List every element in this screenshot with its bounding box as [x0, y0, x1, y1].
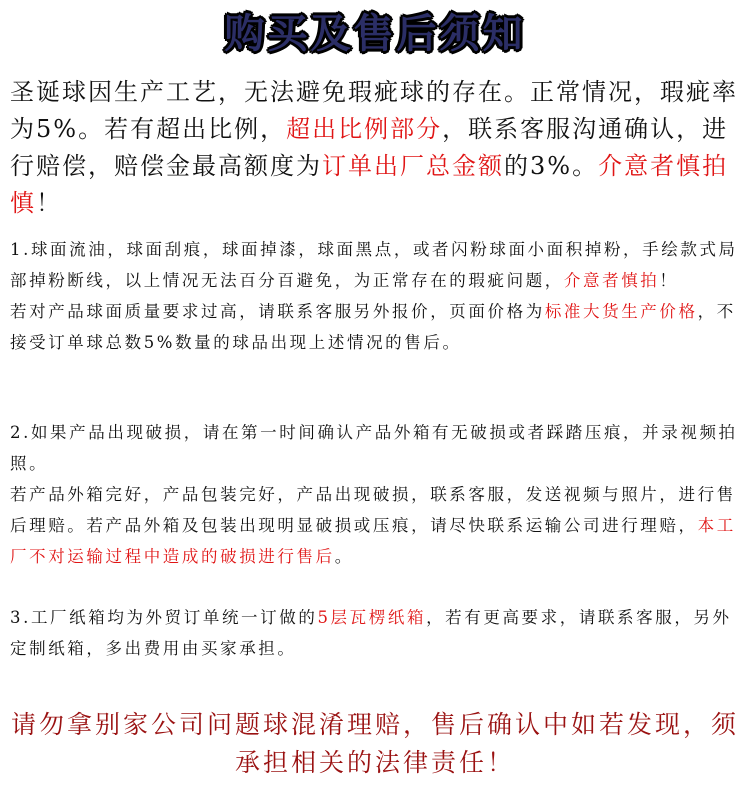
highlight-text: 本工厂不对运输过程中造成的破损进行售后 — [10, 516, 736, 566]
text-run: 若对产品球面质量要求过高，请联系客服另外报价，页面价格为 — [10, 302, 545, 321]
section-1-paragraph-2 — [10, 296, 742, 358]
text-run: ，联系客服沟通确认，进行赔偿，赔偿金最高额度为 — [10, 115, 729, 180]
text-run: ，若有更高要求，请联系客服，另外定制纸箱，多出费用由买家承担。 — [10, 608, 732, 658]
text-run: ！ — [659, 271, 679, 290]
page-title: 购买及售后须知 — [224, 11, 526, 57]
closing-warning: 请勿拿别家公司问题球混淆理赔，售后确认中如若发现，须承担相关的法律责任！ — [10, 710, 739, 777]
section-2-paragraph-2 — [10, 479, 742, 572]
text-run: 若产品外箱完好，产品包装完好，产品出现破损，联系客服，发送视频与照片，进行售后理赔。若产品外箱及包装出现明显破损或压痕，请尽快联系运输公司进行理赔， — [10, 485, 736, 535]
text-run: ，不接受订单球总数5%数量的球品出现上述情况的售后。 — [10, 302, 736, 352]
section-2-damage — [10, 417, 742, 572]
text-run: 。 — [334, 547, 354, 566]
text-run: 圣诞球因生产工艺，无法避免瑕疵球的存在。正常情况，瑕疵率为5%。若有超出比例， — [10, 78, 738, 143]
highlight-text: 5层瓦楞纸箱 — [317, 608, 427, 627]
highlight-text: 介意者慎拍慎 — [10, 152, 729, 217]
text-run: ！ — [36, 189, 62, 217]
section-1-surface-defects — [10, 234, 742, 358]
text-run: 2.如果产品出现破损，请在第一时间确认产品外箱有无破损或者踩踏压痕，并录视频拍照。 — [10, 423, 738, 473]
section-1-paragraph-1 — [10, 234, 742, 296]
section-3-paragraph-1 — [10, 602, 742, 664]
highlight-text: 介意者慎拍 — [563, 271, 660, 290]
highlight-text: 超出比例部分 — [286, 115, 443, 143]
section-2-paragraph-1 — [10, 417, 742, 479]
section-3-cartons — [10, 602, 742, 664]
text-run: 的3%。 — [504, 152, 599, 180]
text-run: 3.工厂纸箱均为外贸订单统一订做的 — [10, 608, 318, 627]
highlight-text: 标准大货生产价格 — [544, 302, 698, 321]
text-run: 1.球面流油，球面刮痕，球面掉漆，球面黑点，或者闪粉球面小面积掉粉，手绘款式局部掉粉断线，以上情况无法百分百避免，为正常存在的瑕疵问题， — [10, 240, 738, 290]
intro-paragraph — [10, 74, 742, 222]
highlight-text: 订单出厂总金额 — [322, 152, 504, 180]
